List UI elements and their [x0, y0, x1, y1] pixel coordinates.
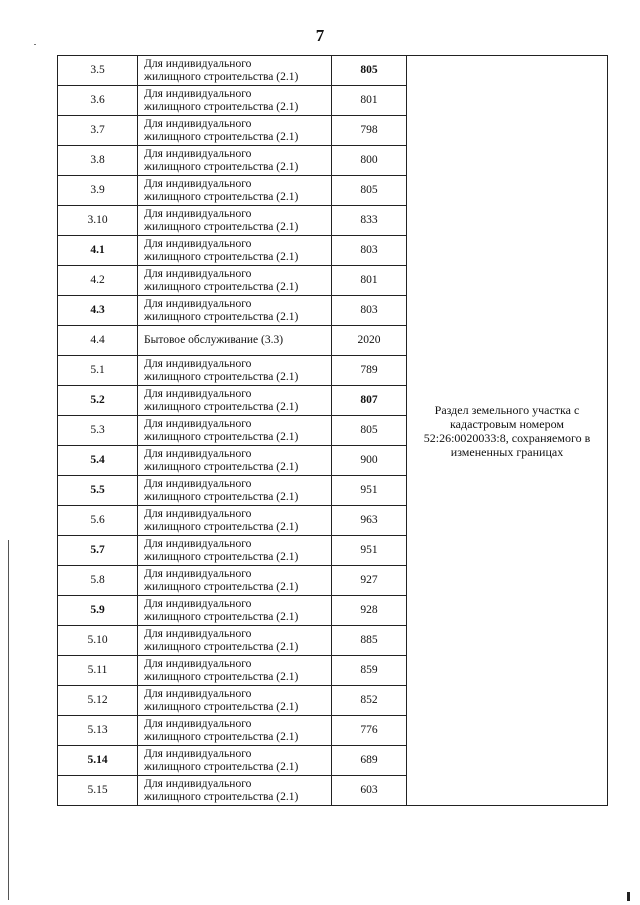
area-cell: 859: [332, 656, 407, 686]
plot-number-cell: 3.8: [58, 146, 138, 176]
land-use-line: Для индивидуального: [144, 297, 252, 310]
land-use-line: жилищного строительства (2.1): [144, 70, 299, 83]
land-use-cell: [138, 626, 332, 656]
plot-number-cell: 5.13: [58, 716, 138, 746]
land-use-line: жилищного строительства (2.1): [144, 400, 299, 413]
table-row: [58, 56, 608, 86]
land-use-line: жилищного строительства (2.1): [144, 550, 299, 563]
land-use-cell: [138, 776, 332, 806]
land-use-line: жилищного строительства (2.1): [144, 220, 299, 233]
page-number: 7: [315, 26, 325, 45]
land-use-cell: [138, 686, 332, 716]
land-use-line: жилищного строительства (2.1): [144, 430, 299, 443]
land-use-line: Для индивидуального: [144, 147, 252, 160]
note-line: измененных границах: [450, 444, 564, 459]
plot-number-cell: 3.9: [58, 176, 138, 206]
land-use-line: жилищного строительства (2.1): [144, 130, 299, 143]
plot-number-cell: 5.5: [58, 476, 138, 506]
land-use-line: жилищного строительства (2.1): [144, 760, 299, 773]
land-use-line: жилищного строительства (2.1): [144, 250, 299, 263]
area-cell: 927: [332, 566, 407, 596]
land-use-line: Для индивидуального: [144, 627, 252, 640]
land-use-line: жилищного строительства (2.1): [144, 460, 299, 473]
plot-number-cell: 5.3: [58, 416, 138, 446]
land-use-line: Для индивидуального: [144, 357, 252, 370]
land-use-line: Для индивидуального: [144, 657, 252, 670]
plot-number-cell: 5.4: [58, 446, 138, 476]
land-use-cell: [138, 236, 332, 266]
land-use-cell: [138, 146, 332, 176]
land-use-line: Для индивидуального: [144, 387, 252, 400]
land-use-line: Для индивидуального: [144, 87, 252, 100]
area-cell: 776: [332, 716, 407, 746]
land-use-line: жилищного строительства (2.1): [144, 670, 299, 683]
land-use-cell: [138, 266, 332, 296]
plot-number-cell: 3.5: [58, 56, 138, 86]
area-cell: 603: [332, 776, 407, 806]
plot-number-cell: 5.10: [58, 626, 138, 656]
land-use-cell: [138, 746, 332, 776]
plot-number-cell: 4.4: [58, 326, 138, 356]
land-use-cell: [138, 386, 332, 416]
land-use-line: Для индивидуального: [144, 57, 252, 70]
area-cell: 833: [332, 206, 407, 236]
note-line: кадастровым номером: [450, 416, 564, 431]
area-cell: 689: [332, 746, 407, 776]
land-use-cell: [138, 476, 332, 506]
land-use-line: Для индивидуального: [144, 477, 252, 490]
land-use-cell: [138, 56, 332, 86]
plot-number-cell: 5.2: [58, 386, 138, 416]
land-use-line: Для индивидуального: [144, 207, 252, 220]
area-cell: 798: [332, 116, 407, 146]
scan-mark: [627, 892, 630, 901]
area-cell: 805: [332, 56, 407, 86]
land-use-line: Для индивидуального: [144, 717, 252, 730]
plot-number-cell: 5.7: [58, 536, 138, 566]
area-cell: 805: [332, 176, 407, 206]
land-use-line: Для индивидуального: [144, 537, 252, 550]
plot-number-cell: 4.1: [58, 236, 138, 266]
scan-edge-line: [8, 540, 9, 900]
land-use-line: жилищного строительства (2.1): [144, 160, 299, 173]
land-use-line: Для индивидуального: [144, 567, 252, 580]
area-cell: 885: [332, 626, 407, 656]
area-cell: 951: [332, 536, 407, 566]
land-use-line: Для индивидуального: [144, 507, 252, 520]
plot-number-cell: 3.10: [58, 206, 138, 236]
land-use-line: жилищного строительства (2.1): [144, 520, 299, 533]
area-cell: 803: [332, 296, 407, 326]
note-line: Раздел земельного участка с: [434, 402, 580, 417]
land-use-line: жилищного строительства (2.1): [144, 490, 299, 503]
land-use-cell: [138, 116, 332, 146]
plot-number-cell: 5.14: [58, 746, 138, 776]
area-cell: 852: [332, 686, 407, 716]
land-use-line: Бытовое обслуживание (3.3): [144, 334, 284, 346]
land-use-cell: [138, 206, 332, 236]
land-use-line: жилищного строительства (2.1): [144, 280, 299, 293]
land-use-line: жилищного строительства (2.1): [144, 610, 299, 623]
area-cell: 928: [332, 596, 407, 626]
plot-number-cell: 5.9: [58, 596, 138, 626]
land-use-line: Для индивидуального: [144, 747, 252, 760]
land-use-line: Для индивидуального: [144, 177, 252, 190]
land-use-cell: [138, 716, 332, 746]
land-use-cell: [138, 566, 332, 596]
land-use-line: жилищного строительства (2.1): [144, 790, 299, 803]
area-cell: 803: [332, 236, 407, 266]
land-use-cell: [138, 86, 332, 116]
land-use-line: жилищного строительства (2.1): [144, 580, 299, 593]
area-cell: 801: [332, 266, 407, 296]
plot-number-cell: 3.6: [58, 86, 138, 116]
area-cell: 801: [332, 86, 407, 116]
land-use-line: жилищного строительства (2.1): [144, 310, 299, 323]
land-use-cell: [138, 656, 332, 686]
land-use-line: жилищного строительства (2.1): [144, 100, 299, 113]
table-body: [58, 56, 608, 806]
land-use-cell: [138, 536, 332, 566]
area-cell: 800: [332, 146, 407, 176]
area-cell: 789: [332, 356, 407, 386]
land-plot-table: [57, 55, 608, 806]
land-use-cell: [138, 326, 332, 356]
area-cell: 805: [332, 416, 407, 446]
area-cell: 951: [332, 476, 407, 506]
note-line: 52:26:0020033:8, сохраняемого в: [423, 430, 591, 445]
land-use-line: жилищного строительства (2.1): [144, 190, 299, 203]
plot-number-cell: 5.6: [58, 506, 138, 536]
plot-number-cell: 5.1: [58, 356, 138, 386]
land-use-cell: [138, 596, 332, 626]
land-use-line: жилищного строительства (2.1): [144, 640, 299, 653]
land-use-line: Для индивидуального: [144, 267, 252, 280]
land-use-line: Для индивидуального: [144, 687, 252, 700]
land-use-line: жилищного строительства (2.1): [144, 370, 299, 383]
note-cell: [407, 56, 608, 806]
land-use-line: Для индивидуального: [144, 777, 252, 790]
plot-number-cell: 4.3: [58, 296, 138, 326]
land-use-cell: [138, 416, 332, 446]
land-use-cell: [138, 446, 332, 476]
land-use-line: жилищного строительства (2.1): [144, 730, 299, 743]
plot-number-cell: 5.15: [58, 776, 138, 806]
area-cell: 807: [332, 386, 407, 416]
plot-number-cell: 3.7: [58, 116, 138, 146]
area-cell: 900: [332, 446, 407, 476]
land-use-cell: [138, 356, 332, 386]
land-use-cell: [138, 506, 332, 536]
land-use-line: Для индивидуального: [144, 117, 252, 130]
area-cell: 2020: [332, 326, 407, 356]
land-use-cell: [138, 296, 332, 326]
land-use-cell: [138, 176, 332, 206]
plot-number-cell: 4.2: [58, 266, 138, 296]
area-cell: 963: [332, 506, 407, 536]
land-use-line: Для индивидуального: [144, 447, 252, 460]
land-use-line: жилищного строительства (2.1): [144, 700, 299, 713]
land-use-line: Для индивидуального: [144, 417, 252, 430]
land-use-line: Для индивидуального: [144, 597, 252, 610]
plot-number-cell: 5.12: [58, 686, 138, 716]
plot-number-cell: 5.11: [58, 656, 138, 686]
plot-number-cell: 5.8: [58, 566, 138, 596]
land-use-line: Для индивидуального: [144, 237, 252, 250]
